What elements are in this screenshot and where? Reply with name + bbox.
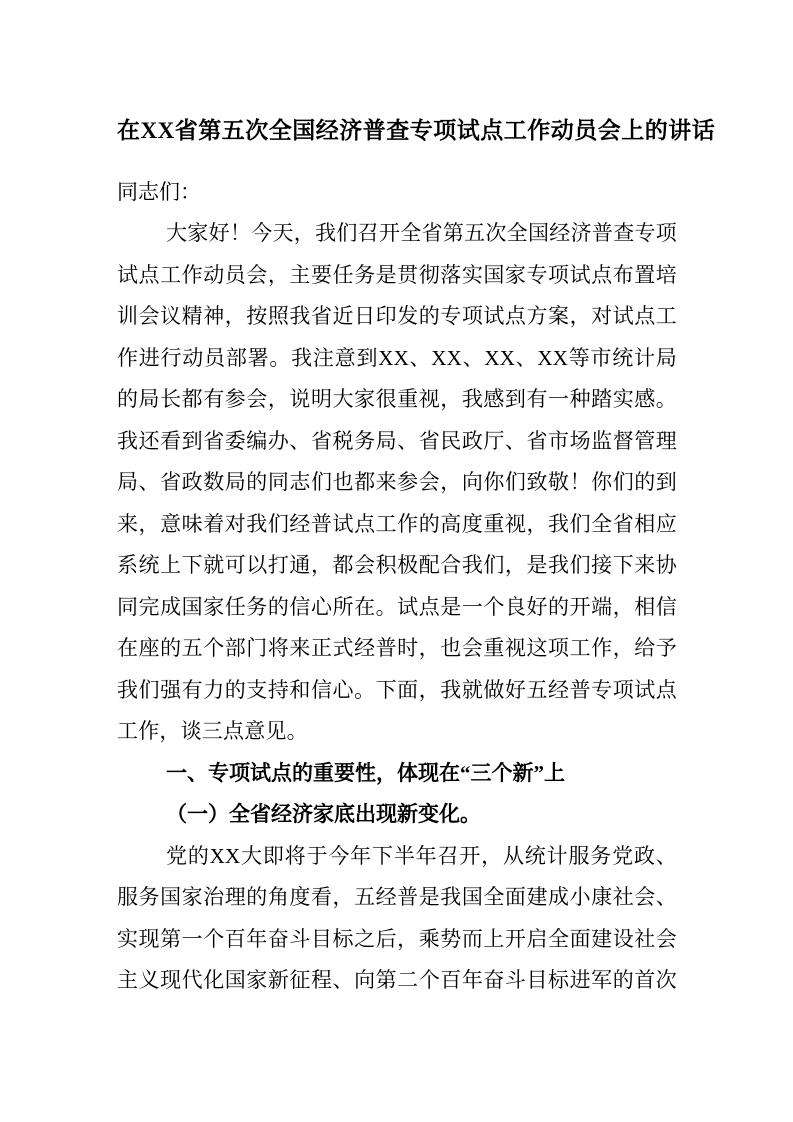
section-heading-1: 一、专项试点的重要性，体现在“三个新”上: [166, 760, 565, 785]
paragraph-line: 我还看到省委编办、省税务局、省民政厅、省市场监督管理: [117, 428, 677, 453]
paragraph-line: 的局长都有参会，说明大家很重视，我感到有一种踏实感。: [117, 387, 677, 411]
paragraph-line: 试点工作动员会，主要任务是贯彻落实国家专项试点布置培: [117, 262, 677, 287]
paragraph-line: 主义现代化国家新征程、向第二个百年奋斗目标进军的首次: [117, 968, 677, 992]
paragraph-line: 系统上下就可以打通，都会积极配合我们，是我们接下来协: [117, 553, 677, 577]
paragraph-line: 同完成国家任务的信心所在。试点是一个良好的开端，相信: [117, 594, 677, 619]
salutation: 同志们：: [117, 179, 201, 204]
paragraph-1: [117, 213, 677, 753]
paragraph-line: 大家好！今天，我们召开全省第五次全国经济普查专项: [166, 221, 677, 245]
paragraph-line: 训会议精神，按照我省近日印发的专项试点方案，对试点工: [117, 304, 677, 328]
paragraph-line: 作进行动员部署。我注意到XX、XX、XX、XX等市统计局: [117, 345, 677, 370]
paragraph-2: [117, 836, 677, 1002]
paragraph-line: 局、省政数局的同志们也都来参会，向你们致敬！你们的到: [117, 470, 677, 494]
paragraph-line: 来，意味着对我们经普试点工作的高度重视，我们全省相应: [117, 511, 677, 536]
paragraph-line: 党的XX大即将于今年下半年召开，从统计服务党政、: [166, 843, 677, 868]
paragraph-line: 在座的五个部门将来正式经普时，也会重视这项工作，给予: [117, 636, 677, 660]
paragraph-line: 实现第一个百年奋斗目标之后，乘势而上开启全面建设社会: [117, 926, 677, 951]
document-title: 在XX省第五次全国经济普查专项试点工作动员会上的讲话: [117, 118, 716, 143]
paragraph-line: 我们强有力的支持和信心。下面，我就做好五经普专项试点: [117, 677, 677, 702]
paragraph-line: 服务国家治理的角度看，五经普是我国全面建成小康社会、: [117, 885, 677, 909]
subsection-heading-1-1: （一）全省经济家底出现新变化。: [166, 802, 481, 826]
paragraph-line: 工作，谈三点意见。: [117, 719, 308, 743]
